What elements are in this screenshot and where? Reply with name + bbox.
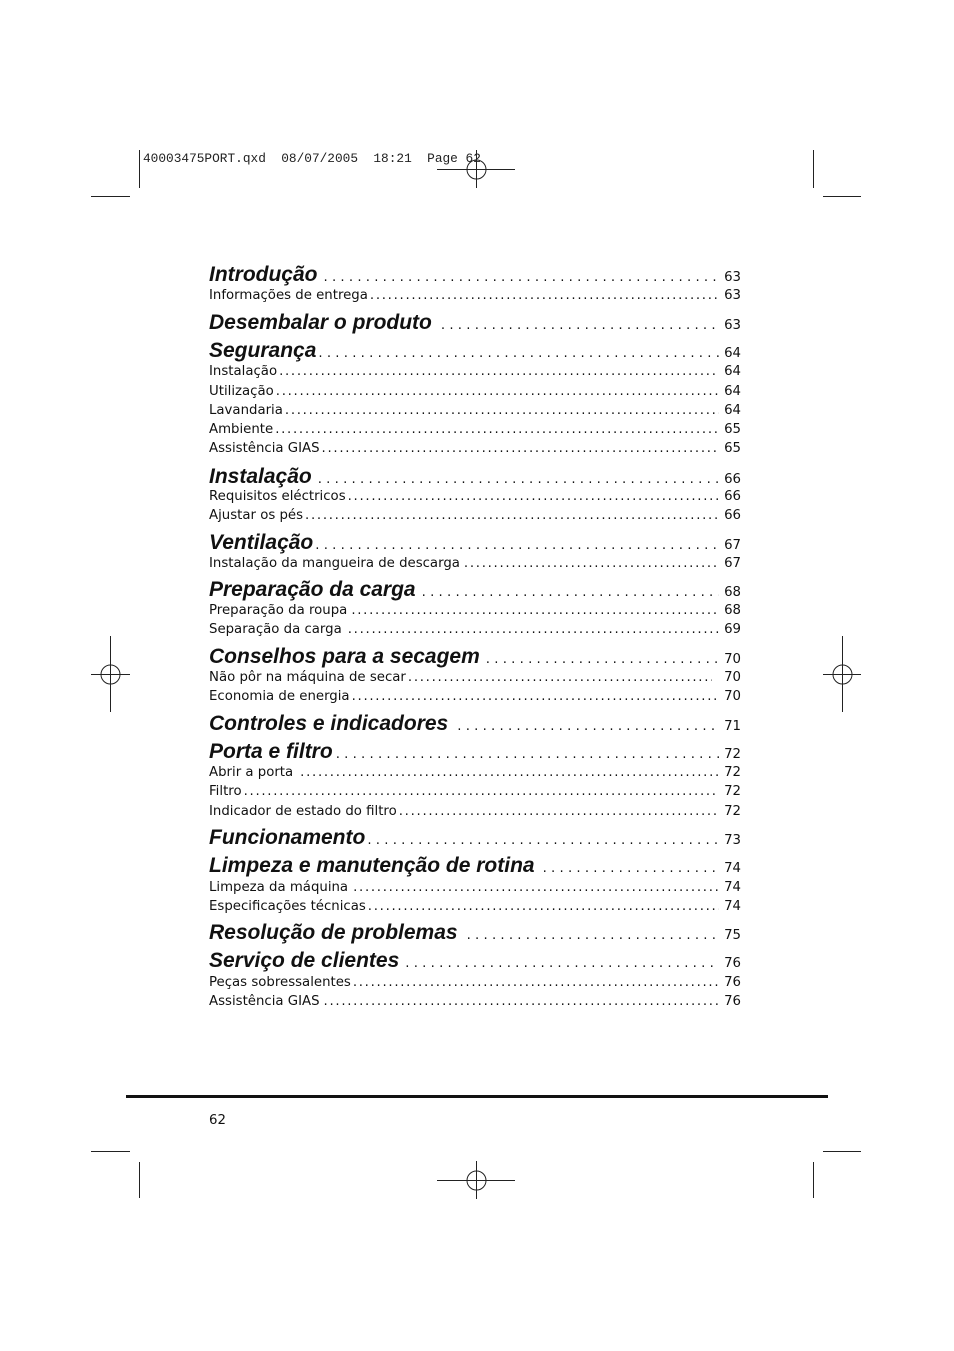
- toc-page-number: 68: [724, 585, 741, 600]
- toc-page-number: 74: [724, 861, 741, 876]
- dot-leader: [285, 402, 719, 420]
- toc-page-number: 66: [724, 508, 741, 523]
- toc-page-number: 64: [724, 384, 741, 399]
- toc-page-number: 70: [724, 689, 741, 704]
- toc-heading-label: Introdução: [209, 263, 318, 286]
- toc-heading-row: [209, 949, 741, 973]
- toc-heading-label: Funcionamento: [209, 826, 366, 849]
- dot-leader: [399, 803, 719, 821]
- toc-item-label: Ajustar os pés: [209, 508, 304, 523]
- toc-heading-label: Conselhos para a secagem: [209, 645, 480, 668]
- dot-leader: [405, 955, 719, 973]
- toc-heading-label: Controles e indicadores: [209, 712, 449, 735]
- dot-leader: [348, 621, 719, 639]
- toc-item-row: [209, 803, 741, 821]
- toc-page-number: 71: [724, 719, 741, 734]
- toc-item-label: Assistência GIAS: [209, 994, 320, 1009]
- toc-item-row: [209, 898, 741, 916]
- dot-leader: [305, 507, 719, 525]
- toc-page-number: 63: [724, 288, 741, 303]
- toc-item-label: Ambiente: [209, 422, 274, 437]
- dot-leader: [244, 783, 719, 801]
- toc-item-row: [209, 783, 741, 801]
- toc-page-number: 73: [724, 833, 741, 848]
- toc-page-number: 67: [724, 538, 741, 553]
- toc-page-number: 75: [724, 928, 741, 943]
- toc-page-number: 64: [724, 346, 741, 361]
- toc-item-label: Não pôr na máquina de secar: [209, 670, 406, 685]
- toc-heading-label: Instalação: [209, 465, 312, 488]
- registration-mark-right: [823, 636, 861, 712]
- toc-item-label: Filtro: [209, 784, 242, 799]
- toc-page-number: 72: [724, 747, 741, 762]
- dot-leader: [315, 537, 719, 555]
- toc-heading-row: [209, 921, 741, 945]
- toc-item-label: Abrir a porta: [209, 765, 294, 780]
- toc-heading-row: [209, 712, 741, 736]
- dot-leader: [300, 764, 719, 782]
- dot-leader: [276, 383, 719, 401]
- dot-leader: [408, 669, 712, 687]
- dot-leader: [324, 269, 720, 287]
- registration-mark-left: [91, 636, 130, 712]
- toc-page-number: 65: [724, 441, 741, 456]
- crop-mark-top-right: [814, 150, 862, 197]
- toc-item-row: [209, 555, 741, 573]
- dot-leader: [318, 471, 719, 489]
- crop-mark-bottom-left: [91, 1152, 140, 1199]
- dot-leader: [370, 287, 719, 305]
- toc-page-number: 64: [724, 403, 741, 418]
- dot-leader: [368, 898, 719, 916]
- toc-page-number: 64: [724, 364, 741, 379]
- toc-heading-label: Desembalar o produto: [209, 311, 432, 334]
- toc-item-label: Assistência GIAS: [209, 441, 320, 456]
- toc-item-row: [209, 421, 741, 439]
- toc-page-number: 66: [724, 489, 741, 504]
- toc-heading-label: Ventilação: [209, 531, 314, 554]
- toc-item-label: Especificações técnicas: [209, 899, 366, 914]
- dot-leader: [275, 421, 719, 439]
- toc-item-row: [209, 602, 741, 620]
- toc-page-number: 76: [724, 975, 741, 990]
- toc-heading-label: Limpeza e manutenção de rotina: [209, 854, 535, 877]
- toc-heading-label: Porta e filtro: [209, 740, 333, 763]
- dot-leader: [279, 363, 719, 381]
- dot-leader: [348, 488, 719, 506]
- toc-heading-label: Segurança: [209, 339, 317, 362]
- toc-heading-row: [209, 263, 741, 287]
- toc-page-number: 66: [724, 472, 741, 487]
- toc-page-number: 72: [724, 765, 741, 780]
- dot-leader: [353, 974, 719, 992]
- toc-item-row: [209, 383, 741, 401]
- toc-page-number: 70: [724, 670, 741, 685]
- toc-heading-row: [209, 740, 741, 764]
- toc-page-number: 76: [724, 994, 741, 1009]
- dot-leader: [422, 584, 719, 602]
- dot-leader: [486, 651, 719, 669]
- toc-item-row: [209, 879, 741, 897]
- toc-item-label: Indicador de estado do filtro: [209, 804, 397, 819]
- print-slug: 40003475PORT.qxd 08/07/2005 18:21 Page 62: [143, 151, 481, 166]
- toc-item-label: Instalação: [209, 364, 278, 379]
- toc-heading-row: [209, 339, 741, 363]
- toc-page-number: 76: [724, 956, 741, 971]
- toc-page-number: 63: [724, 318, 741, 333]
- toc-heading-label: Resolução de problemas: [209, 921, 458, 944]
- toc-item-label: Requisitos eléctricos: [209, 489, 346, 504]
- toc-page-number: 72: [724, 804, 741, 819]
- toc-item-row: [209, 488, 741, 506]
- toc-heading-row: [209, 826, 741, 850]
- dot-leader: [543, 860, 720, 878]
- toc-heading-row: [209, 645, 741, 669]
- toc-item-row: [209, 764, 741, 782]
- toc-heading-row: [209, 531, 741, 555]
- toc-item-row: [209, 507, 741, 525]
- toc-item-label: Peças sobressalentes: [209, 975, 351, 990]
- dot-leader: [367, 832, 719, 850]
- dot-leader: [441, 317, 719, 335]
- toc-item-label: Limpeza da máquina: [209, 880, 349, 895]
- toc-item-row: [209, 993, 741, 1011]
- toc-page-number: 70: [724, 652, 741, 667]
- toc-item-label: Preparação da roupa: [209, 603, 348, 618]
- toc-heading-row: [209, 578, 741, 602]
- toc-item-row: [209, 363, 741, 381]
- toc-item-row: [209, 688, 741, 706]
- toc-item-row: [209, 402, 741, 420]
- page-number: 62: [209, 1113, 226, 1128]
- toc-item-row: [209, 974, 741, 992]
- toc-heading-label: Serviço de clientes: [209, 949, 400, 972]
- registration-mark-bottom: [437, 1161, 515, 1199]
- toc-item-label: Instalação da mangueira de descarga: [209, 556, 460, 571]
- toc-heading-row: [209, 854, 741, 878]
- toc-page-number: 65: [724, 422, 741, 437]
- toc-item-row: [209, 669, 741, 687]
- dot-leader: [464, 555, 719, 573]
- toc-heading-row: [209, 311, 741, 335]
- toc-page-number: 72: [724, 784, 741, 799]
- toc-item-label: Lavandaria: [209, 403, 283, 418]
- toc-page-number: 74: [724, 880, 741, 895]
- toc-item-label: Economia de energia: [209, 689, 350, 704]
- toc-page-number: 68: [724, 603, 741, 618]
- dot-leader: [324, 993, 720, 1011]
- toc-heading-row: [209, 465, 741, 489]
- dot-leader: [457, 718, 719, 736]
- toc-page-number: 74: [724, 899, 741, 914]
- dot-leader: [353, 879, 719, 897]
- crop-mark-top-left: [91, 150, 140, 197]
- toc-item-row: [209, 440, 741, 458]
- toc-item-row: [209, 287, 741, 305]
- toc-item-label: Separação da carga: [209, 622, 342, 637]
- toc-item-label: Informações de entrega: [209, 288, 368, 303]
- dot-leader: [467, 927, 720, 945]
- toc-item-row: [209, 621, 741, 639]
- dot-leader: [352, 688, 719, 706]
- crop-mark-bottom-right: [814, 1152, 862, 1199]
- toc-heading-label: Preparação da carga: [209, 578, 416, 601]
- footer-rule: [126, 1095, 828, 1098]
- dot-leader: [318, 345, 719, 363]
- toc-page-number: 67: [724, 556, 741, 571]
- toc-page-number: 69: [724, 622, 741, 637]
- dot-leader: [351, 602, 719, 620]
- dot-leader: [322, 440, 720, 458]
- toc-page-number: 63: [724, 270, 741, 285]
- toc-item-label: Utilização: [209, 384, 274, 399]
- dot-leader: [336, 746, 719, 764]
